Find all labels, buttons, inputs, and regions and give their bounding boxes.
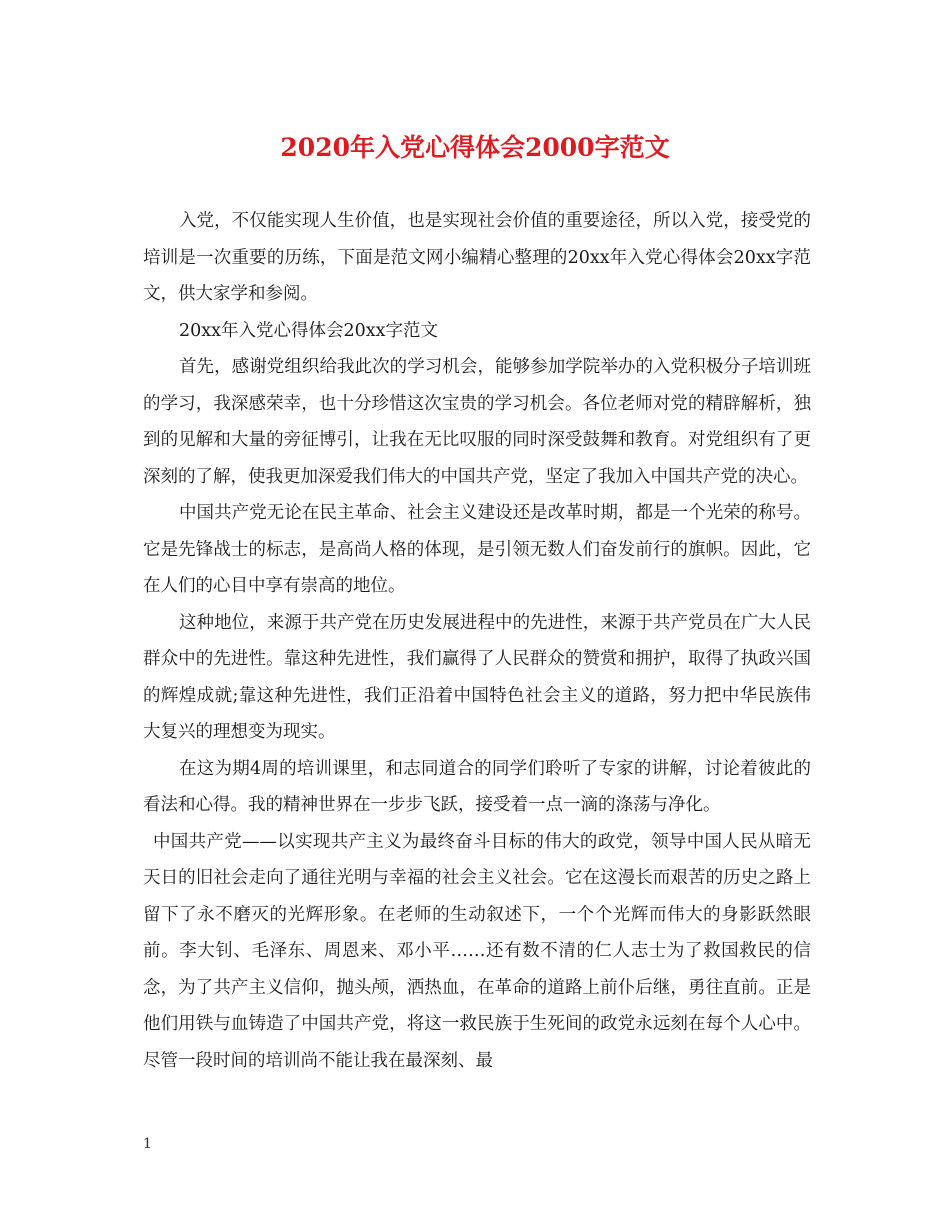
paragraph-honor: 中国共产党无论在民主革命、社会主义建设还是改革时期，都是一个光荣的称号。它是先锋战士的标志，是高尚人格的体现，是引领无数人们奋发前行的旗帜。因此，它在人们的心目中享有崇高的地位。 (143, 503, 811, 596)
paragraph-subtitle: 20xx年入党心得体会20xx字范文 (179, 320, 439, 341)
paragraph-training: 在这为期4周的培训课里，和志同道合的同学们聆听了专家的讲解，讨论着彼此的看法和心得。我的精神世界在一步步飞跃，接受着一点一滴的涤荡与净化。 (143, 758, 811, 815)
document-title: 2020年入党心得体会2000字范文 (280, 133, 670, 162)
document-body (143, 203, 811, 1079)
paragraph-history: 中国共产党——以实现共产主义为最终奋斗目标的伟大的政党，领导中国人民从暗无天日的旧社会走向了通往光明与幸福的社会主义社会。它在这漫长而艰苦的历史之路上留下了永不磨灭的光辉形象。在老师的生动叙述下，一个个光辉而伟大的身影跃然眼前。李大钊、毛泽东、周恩来、邓小平……还有数不清的仁人志士为了救国救民的信念，为了共产主义信仰，抛头颅，洒热血，在革命的道路上前仆后继，勇往直前。正是他们用铁与血铸造了中国共产党，将这一救民族于生死间的政党永远刻在每个人心中。尽管一段时间的培训尚不能让我在最深刻、最 (143, 831, 811, 1071)
paragraph-intro: 入党，不仅能实现人生价值，也是实现社会价值的重要途径，所以入党，接受党的培训是一次重要的历练，下面是范文网小编精心整理的20xx年入党心得体会20xx字范文，供大家学和参阅。 (143, 211, 811, 304)
page-number: 1 (143, 1136, 152, 1152)
paragraph-advancement: 这种地位，来源于共产党在历史发展进程中的先进性，来源于共产党员在广大人民群众中的先进性。靠这种先进性，我们赢得了人民群众的赞赏和拥护，取得了执政兴国的辉煌成就;靠这种先进性，我们正沿着中国特色社会主义的道路，努力把中华民族伟大复兴的理想变为现实。 (143, 612, 811, 742)
paragraph-gratitude: 首先，感谢党组织给我此次的学习机会，能够参加学院举办的入党积极分子培训班的学习，我深感荣幸，也十分珍惜这次宝贵的学习机会。各位老师对党的精辟解析，独到的见解和大量的旁征博引，让我在无比叹服的同时深受鼓舞和教育。对党组织有了更深刻的了解，使我更加深爱我们伟大的中国共产党，坚定了我加入中国共产党的决心。 (143, 357, 811, 487)
